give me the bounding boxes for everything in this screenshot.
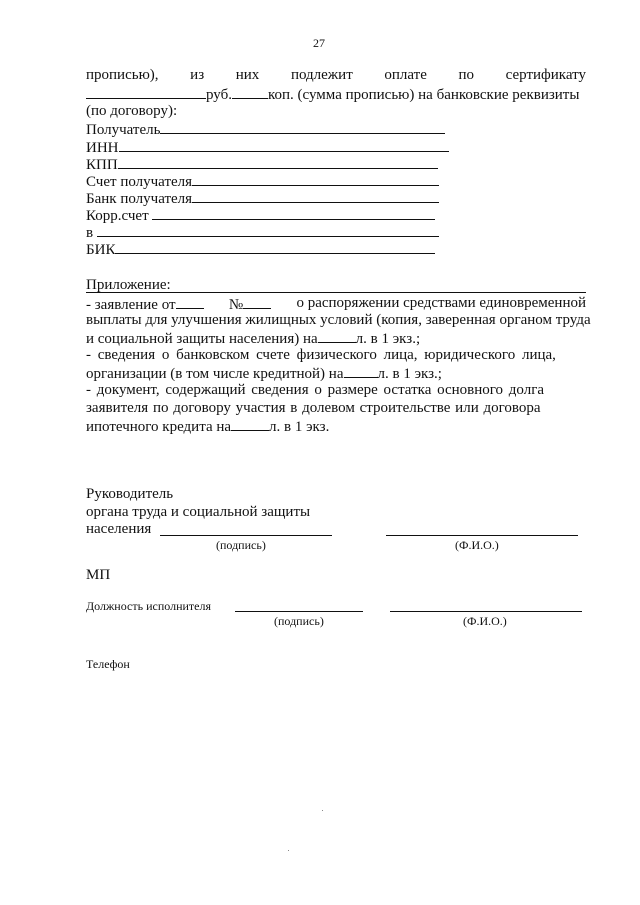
appendix-item-3-line-3-end: л. в 1 экз.	[269, 419, 330, 435]
appendix-item-1-line-3	[86, 329, 420, 348]
corr-label: Корр.счет	[86, 208, 149, 224]
account-label: Счет получателя	[86, 174, 193, 190]
intro-line-3: (по договору):	[86, 103, 178, 119]
item1-sheets-blank[interactable]	[318, 329, 356, 343]
intro-line-2	[86, 85, 579, 104]
recipient-blank[interactable]	[160, 120, 445, 134]
appendix-item-1-text: - заявление от	[86, 297, 176, 313]
bik-field-row	[86, 240, 435, 259]
inn-blank[interactable]	[119, 138, 449, 152]
in-label: в	[86, 225, 94, 241]
intro-word: по	[458, 67, 475, 83]
head-fio-line[interactable]	[386, 535, 578, 536]
head-signature-caption: (подпись)	[216, 538, 266, 552]
appendix-item-1-part-c: о распоряжении средствами единовременной	[296, 295, 586, 311]
intro-word: оплате	[384, 67, 427, 83]
appendix-item-3-line-3	[86, 417, 329, 436]
bank-blank[interactable]	[192, 189, 439, 203]
intro-word: из	[190, 67, 205, 83]
bank-label: Банк получателя	[86, 191, 193, 207]
intro-line-1	[86, 67, 586, 84]
page-number: 27	[313, 36, 325, 50]
bank-in-blank[interactable]	[97, 223, 439, 237]
account-blank[interactable]	[192, 172, 439, 186]
kpp-blank[interactable]	[118, 155, 438, 169]
appendix-item-2-line-1: - сведения о банковском счете физического лица, юридического лица,	[86, 347, 556, 363]
appendix-item-2-line-2	[86, 364, 442, 383]
intro-word: сертификату	[505, 67, 586, 83]
head-title-line-1: Руководитель	[86, 486, 174, 502]
appendix-item-1-line-3-end: л. в 1 экз.;	[355, 331, 421, 347]
executor-signature-caption: (подпись)	[274, 614, 324, 628]
executor-fio-line[interactable]	[390, 611, 582, 612]
kop-label: коп. (сумма прописью) на банковские реквизиты	[268, 87, 580, 103]
stamp-label: МП	[86, 567, 111, 583]
scan-speck	[322, 810, 323, 811]
executor-position-label: Должность исполнителя	[86, 599, 211, 613]
appendix-item-1-line-3-text: и социальной защиты населения) на	[86, 331, 318, 347]
inn-label: ИНН	[86, 140, 119, 156]
head-title-line-2: органа труда и социальной защиты	[86, 504, 311, 520]
appendix-item-3-line-3-text: ипотечного кредита на	[86, 419, 232, 435]
appendix-item-2-line-2-text: организации (в том числе кредитной) на	[86, 366, 344, 382]
phone-label: Телефон	[86, 657, 130, 671]
recipient-label: Получатель	[86, 122, 161, 138]
scan-speck	[288, 850, 289, 851]
rub-label: руб.	[206, 87, 232, 103]
corr-blank[interactable]	[152, 206, 435, 220]
statement-number-blank[interactable]	[243, 295, 271, 309]
appendix-title: Приложение:	[86, 277, 171, 293]
item2-sheets-blank[interactable]	[344, 364, 378, 378]
number-sign: №	[228, 297, 244, 313]
executor-fio-caption: (Ф.И.О.)	[463, 614, 507, 628]
bik-blank[interactable]	[115, 240, 435, 254]
appendix-item-2-line-2-end: л. в 1 экз.;	[377, 366, 442, 382]
bik-label: БИК	[86, 242, 116, 258]
kpp-label: КПП	[86, 157, 118, 173]
appendix-item-1-line-2: выплаты для улучшения жилищных условий (копия, заверенная органом труда	[86, 312, 591, 328]
intro-word: них	[235, 67, 260, 83]
appendix-item-3-line-2: заявителя по договору участия в долевом строительстве или договора	[86, 400, 541, 416]
executor-signature-line[interactable]	[235, 611, 363, 612]
intro-word: подлежит	[290, 67, 353, 83]
appendix-item-3-line-1: - документ, содержащий сведения о размере остатка основного долга	[86, 382, 545, 398]
intro-word: прописью),	[86, 67, 159, 83]
statement-date-blank[interactable]	[176, 295, 204, 309]
appendix-divider	[86, 292, 586, 293]
head-fio-caption: (Ф.И.О.)	[455, 538, 499, 552]
item3-sheets-blank[interactable]	[231, 417, 269, 431]
head-signature-line[interactable]	[160, 535, 332, 536]
recipient-field-row	[86, 120, 445, 139]
amount-rub-blank[interactable]	[86, 85, 206, 99]
amount-kop-blank[interactable]	[232, 85, 268, 99]
head-title-line-3: населения	[86, 521, 152, 537]
